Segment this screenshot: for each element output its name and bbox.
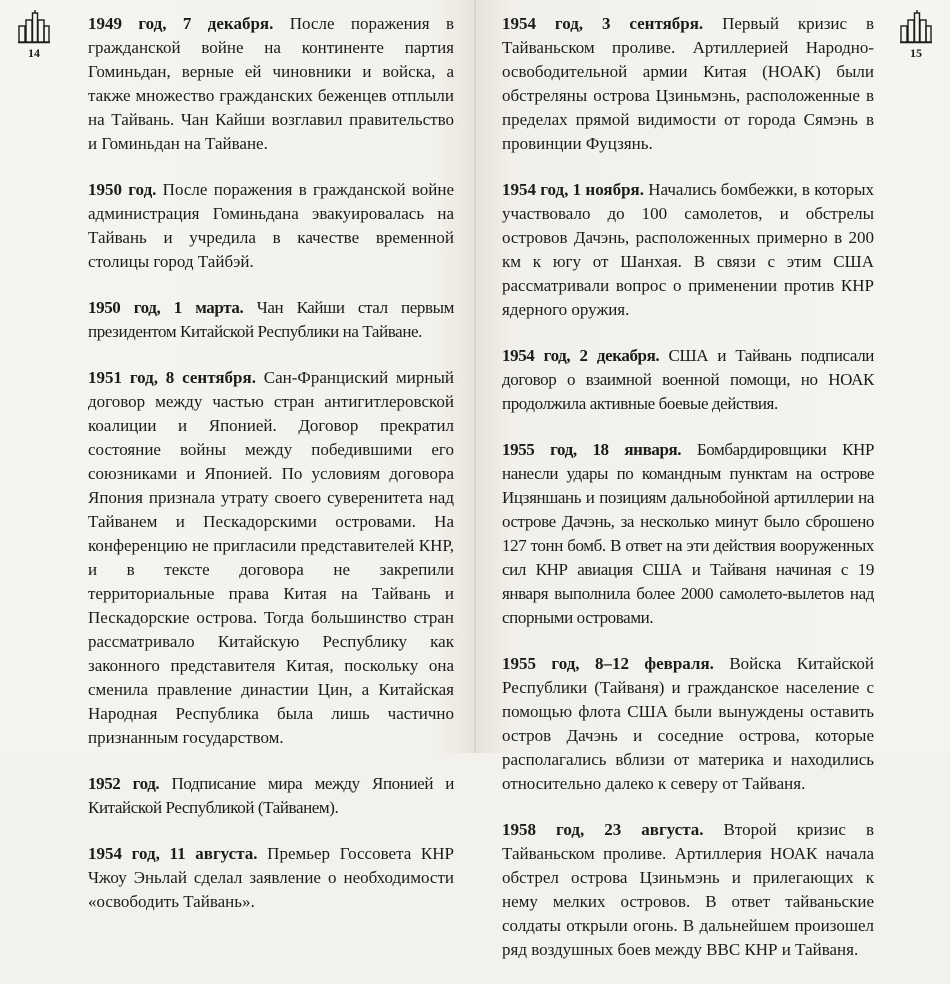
timeline-entry [502, 12, 874, 156]
timeline-entry [88, 178, 454, 274]
entry-date: 1951 год, 8 сентября. [88, 368, 256, 387]
timeline-entry [502, 344, 874, 416]
entry-date: 1955 год, 18 января. [502, 440, 682, 459]
entry-text: США и Тайвань подписали договор о взаимной военной помощи, но НОАК продолжила активные боевые действия. [502, 346, 874, 413]
timeline-entry [88, 842, 454, 914]
entry-text: Второй кризис в Тайваньском проливе. Артиллерия НОАК начала обстрел острова Цзиньмэнь и прилегающих к нему мелких островов. В ответ тайваньские солдаты открыли огонь. В дальнейшем произошел ряд воздушных боев между ВВС КНР и Тайваня. [502, 820, 874, 959]
timeline-entry [502, 178, 874, 322]
page-number: 15 [910, 46, 922, 60]
entry-text: Войска Китайской Республики (Тайваня) и гражданское население с помощью флота США были вынуждены оставить остров Дачэнь и соседние острова, которые располагались вблизи от материка и находились относительно далеко к северу от Тайваня. [502, 654, 874, 793]
entry-date: 1958 год, 23 августа. [502, 820, 704, 839]
entry-date: 1954 год, 11 августа. [88, 844, 258, 863]
entry-text: Чан Кайши стал первым президентом Китайской Республики на Тайване. [88, 298, 454, 341]
timeline-entry [88, 772, 454, 820]
entry-text: Сан-Франциский мирный договор между частью стран антигитлеровской коалиции и Японией. Договор прекратил состояние войны между победившими его союзниками и Японией. По условиям договора Япония признала утрату своего суверенитета над Тайванем и Пескадорскими островами. На конференцию не пригласили представителей КНР, и в тексте договора не закрепили территориальные права Китая на Тайвань и Пескадорские острова. Тогда большинство стран рассматривало Китайскую Республику как законного представителя Китая, поскольку она сменила правление династии Цин, а Китайская Народная Республика была лишь частично признанным государством. [88, 368, 454, 747]
right-page [476, 0, 950, 959]
timeline-entry [502, 818, 874, 962]
timeline-entry [88, 366, 454, 750]
entry-date: 1954 год, 1 ноября. [502, 180, 644, 199]
entry-date: 1950 год. [88, 180, 157, 199]
entry-text: Премьер Госсовета КНР Чжоу Эньлай сделал заявление о необходимости «освободить Тайвань». [88, 844, 454, 911]
entry-date: 1954 год, 2 декабря. [502, 346, 660, 365]
entry-date: 1952 год. [88, 774, 160, 793]
entry-text: Подписание мира между Японией и Китайской Республикой (Тайванем). [88, 774, 455, 817]
entry-date: 1955 год, 8–12 февраля. [502, 654, 714, 673]
left-page [0, 0, 474, 911]
left-text-column [88, 12, 454, 936]
timeline-entry [502, 438, 874, 630]
page-header-left [14, 10, 54, 61]
entry-date: 1950 год, 1 марта. [88, 298, 244, 317]
entry-date: 1954 год, 3 сентября. [502, 14, 704, 33]
entry-text: После поражения в гражданской войне администрация Гоминьдана эвакуировалась на Тайвань и учредила в качестве временной столицы город Тайбэй. [88, 180, 454, 271]
entry-text: Бомбардировщики КНР нанесли удары по командным пунктам на острове Ицзяншань и позициям дальнобойной артиллерии на острове Дачэнь, за несколько минут было сброшено 127 тонн бомб. В ответ на эти действия вооруженных сил КНР авиация США и Тайваня начиная с 19 января выполнила более 2000 самолето-вылетов над спорными островами. [502, 440, 874, 627]
entry-date: 1949 год, 7 декабря. [88, 14, 274, 33]
page-number: 14 [28, 46, 40, 60]
timeline-entry [88, 12, 454, 156]
entry-text: Первый кризис в Тайваньском проливе. Артиллерией Народно-освободительной армии Китая (НОАК) были обстреляны острова Цзиньмэнь, расположенные в пределах прямой видимости от города Сямэнь в провинции Фуцзянь. [502, 14, 874, 153]
city-skyline-icon [899, 10, 933, 44]
right-text-column [502, 12, 874, 984]
timeline-entry [88, 296, 454, 344]
city-skyline-icon [17, 10, 51, 44]
entry-text: После поражения в гражданской войне на континенте партия Гоминьдан, верные ей чиновники и войска, а также множество гражданских беженцев отплыли на Тайвань. Чан Кайши возглавил правительство и Гоминьдан на Тайване. [88, 14, 454, 153]
page-header-right [896, 10, 936, 61]
timeline-entry [502, 652, 874, 796]
entry-text: Начались бомбежки, в которых участвовало до 100 самолетов, и обстрелы островов Дачэнь, расположенных примерно в 200 км к югу от Шанхая. В связи с этим США рассматривали вопрос о применении против КНР ядерного оружия. [502, 180, 874, 319]
